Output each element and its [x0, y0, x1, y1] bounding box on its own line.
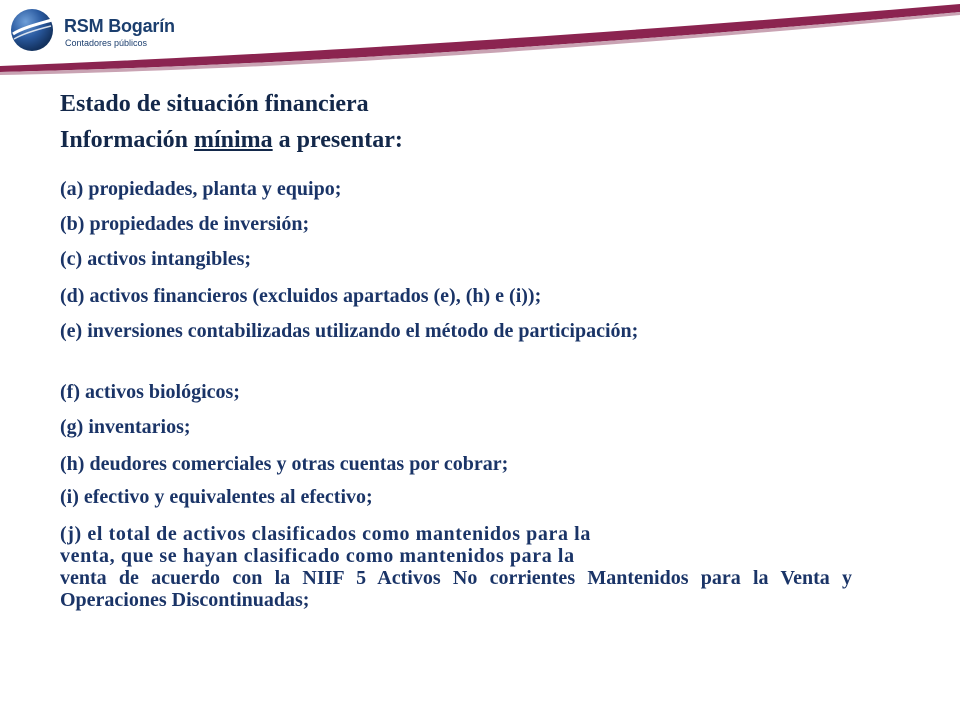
- globe-icon: [8, 6, 56, 54]
- subtitle-pre: Información: [60, 127, 194, 153]
- list-item-f: (f) activos biológicos;: [60, 381, 240, 403]
- slide-subtitle: [60, 125, 403, 155]
- list-item-i: (i) efectivo y equivalentes al efectivo;: [60, 486, 373, 508]
- rsm-logo: [8, 6, 188, 56]
- subtitle-underlined-word: mínima: [194, 127, 273, 153]
- list-item-j-line1: (j) el total de activos clasificados como mantenidos para la: [60, 523, 591, 545]
- list-item-j-rest: venta de acuerdo con la NIIF 5 Activos No corrientes Mantenidos para la Venta y Operaciones Discontinuadas;: [60, 567, 852, 611]
- list-item-a: (a) propiedades, planta y equipo;: [60, 178, 342, 200]
- list-item-d: (d) activos financieros (excluidos apartados (e), (h) e (i));: [60, 285, 542, 307]
- slide-title: Estado de situación financiera: [60, 91, 369, 117]
- list-item-c: (c) activos intangibles;: [60, 248, 252, 270]
- list-item-h: (h) deudores comerciales y otras cuentas por cobrar;: [60, 453, 509, 475]
- subtitle-post: a presentar:: [272, 127, 403, 153]
- list-item-g: (g) inventarios;: [60, 416, 191, 438]
- brand-subtitle: Contadores públicos: [65, 38, 148, 48]
- list-item-e: (e) inversiones contabilizadas utilizando el método de participación;: [60, 320, 639, 342]
- list-item-b: (b) propiedades de inversión;: [60, 213, 310, 235]
- list-item-j-line2: venta, que se hayan clasificado como mantenidos para la: [60, 545, 575, 567]
- brand-name: RSM Bogarín: [64, 16, 175, 36]
